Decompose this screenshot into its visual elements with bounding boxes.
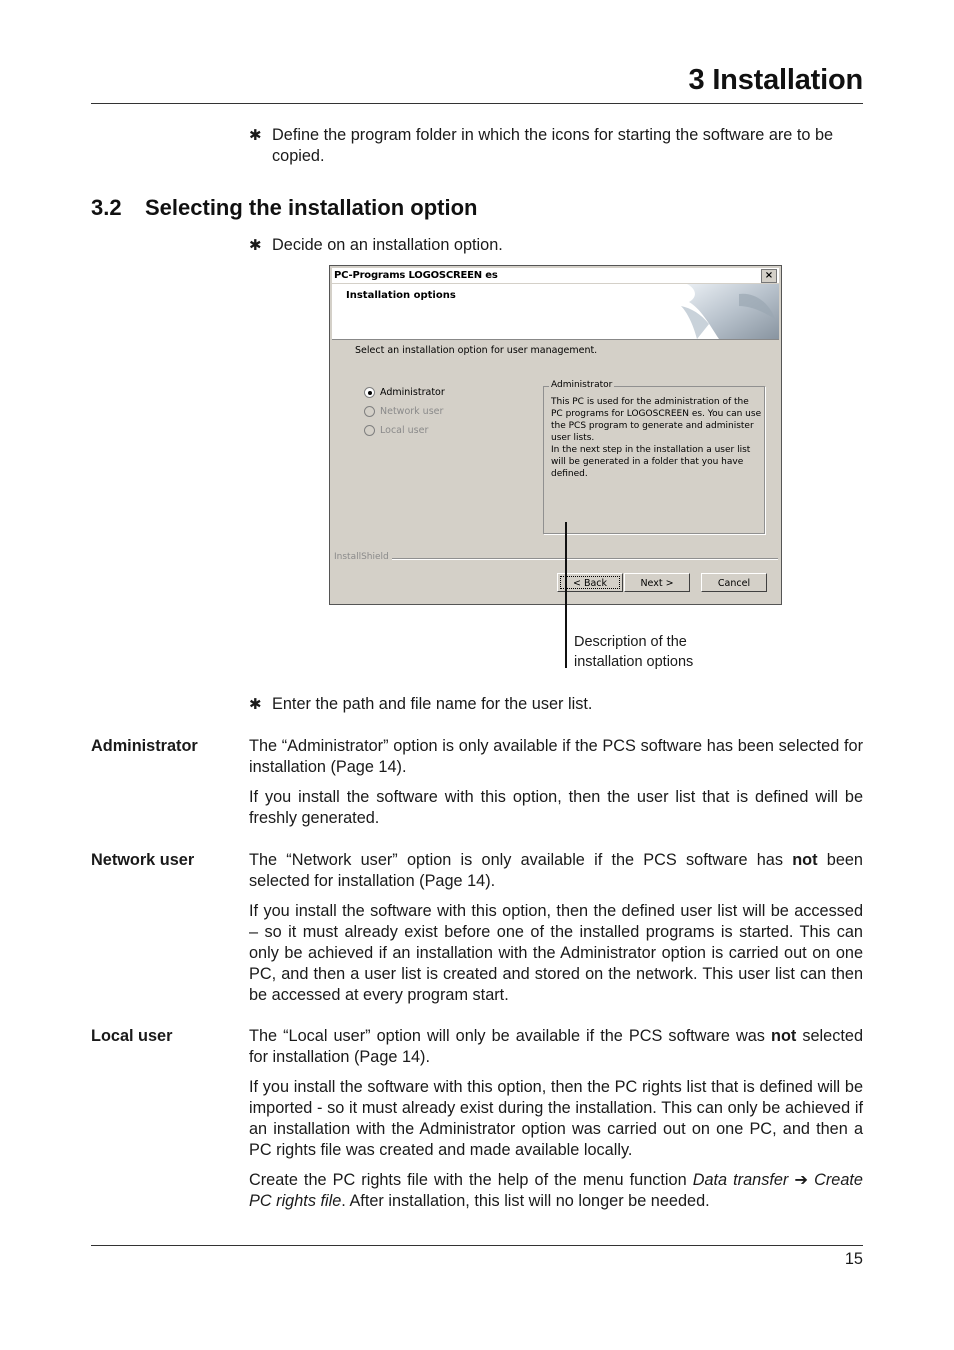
- radio-label: Administrator: [380, 387, 445, 398]
- installshield-divider: [388, 558, 778, 559]
- local-user-para-2: If you install the software with this option, then the PC rights list that is defined will be imported - so it must already exist during the installation. This can only be achieved if an installation with the Administrator option was carried out on one PC, and then a PC rights file was created and made available locally.: [249, 1078, 863, 1159]
- bullet-star-icon: ✱: [249, 696, 262, 713]
- header-rule: [91, 103, 863, 104]
- dialog-instruction: Select an installation option for user management.: [355, 345, 598, 356]
- radio-checked-icon[interactable]: [364, 387, 375, 398]
- intro-bullet: [249, 125, 863, 167]
- installshield-brand: InstallShield: [334, 552, 392, 562]
- callout-line-2: installation options: [574, 653, 694, 670]
- callout-line-1: Description of the: [574, 634, 687, 650]
- back-button[interactable]: < Back: [557, 573, 623, 592]
- radio-local-user[interactable]: [364, 425, 428, 436]
- footer-rule: [91, 1245, 863, 1246]
- dialog-banner: [332, 284, 779, 340]
- path-bullet: [249, 694, 863, 715]
- banner-title: Installation options: [346, 290, 456, 301]
- next-button[interactable]: Next >: [624, 573, 690, 592]
- dialog-titlebar: [332, 268, 779, 283]
- path-bullet-text: Enter the path and file name for the user list.: [272, 695, 593, 713]
- cancel-button[interactable]: Cancel: [701, 573, 767, 592]
- term-local-user: Local user: [91, 1027, 173, 1045]
- term-network-user: Network user: [91, 851, 195, 869]
- chapter-title: 3 Installation: [688, 64, 863, 96]
- network-user-para-1: The “Network user” option is only available if the PCS software has not been selected for installation (Page 14).: [249, 851, 863, 890]
- close-icon[interactable]: ×: [761, 269, 777, 283]
- term-administrator: Administrator: [91, 737, 198, 755]
- option-description-group: [543, 380, 765, 534]
- local-user-para-3: Create the PC rights file with the help of the menu function Data transfer ➔ Create PC rights file. After installation, this list will no longer be needed.: [249, 1171, 863, 1210]
- section-heading: [91, 195, 477, 221]
- radio-unchecked-icon[interactable]: [364, 406, 375, 417]
- bullet-star-icon: ✱: [249, 127, 262, 144]
- decide-bullet: [249, 235, 863, 256]
- administrator-para-1: The “Administrator” option is only available if the PCS software has been selected for installation (Page 14).: [249, 737, 863, 776]
- local-user-para-1: The “Local user” option will only be available if the PCS software was not selected for installation (Page 14).: [249, 1027, 863, 1066]
- radio-label: Network user: [380, 406, 444, 417]
- administrator-para-2: If you install the software with this option, then the user list that is defined will be freshly generated.: [249, 788, 863, 827]
- section-title: Selecting the installation option: [145, 195, 478, 220]
- installer-dialog: [329, 265, 782, 605]
- page-curl-graphic-icon: [679, 284, 779, 339]
- decide-bullet-text: Decide on an installation option.: [272, 236, 503, 254]
- radio-administrator[interactable]: [364, 387, 445, 398]
- page-number: 15: [844, 1250, 863, 1268]
- radio-unchecked-icon[interactable]: [364, 425, 375, 436]
- arrow-right-icon: ➔: [788, 1171, 815, 1189]
- intro-bullet-text: Define the program folder in which the icons for starting the software are to be copied.: [272, 126, 834, 165]
- section-number: 3.2: [91, 195, 122, 220]
- network-user-para-2: If you install the software with this option, then the defined user list will be accessed – so it must already exist before one of the installed programs is started. This can only be achieved if an installation with the Administrator option is carried out on one PC, and then a user list is created and stored on the network. This user list can then be accessed at every program start.: [249, 902, 863, 1004]
- radio-label: Local user: [380, 425, 429, 436]
- group-description: This PC is used for the administration of the PC programs for LOGOSCREEN es. You can use the PCS program to generate and administer user lists. In the next step in the installation a user list will be generated in a folder that you have defined.: [551, 397, 762, 479]
- dialog-title: PC-Programs LOGOSCREEN es: [334, 270, 498, 281]
- callout-text: [574, 633, 693, 672]
- callout-line: [565, 522, 567, 668]
- bullet-star-icon: ✱: [249, 237, 262, 254]
- radio-network-user[interactable]: [364, 406, 443, 417]
- group-title: Administrator: [551, 380, 613, 390]
